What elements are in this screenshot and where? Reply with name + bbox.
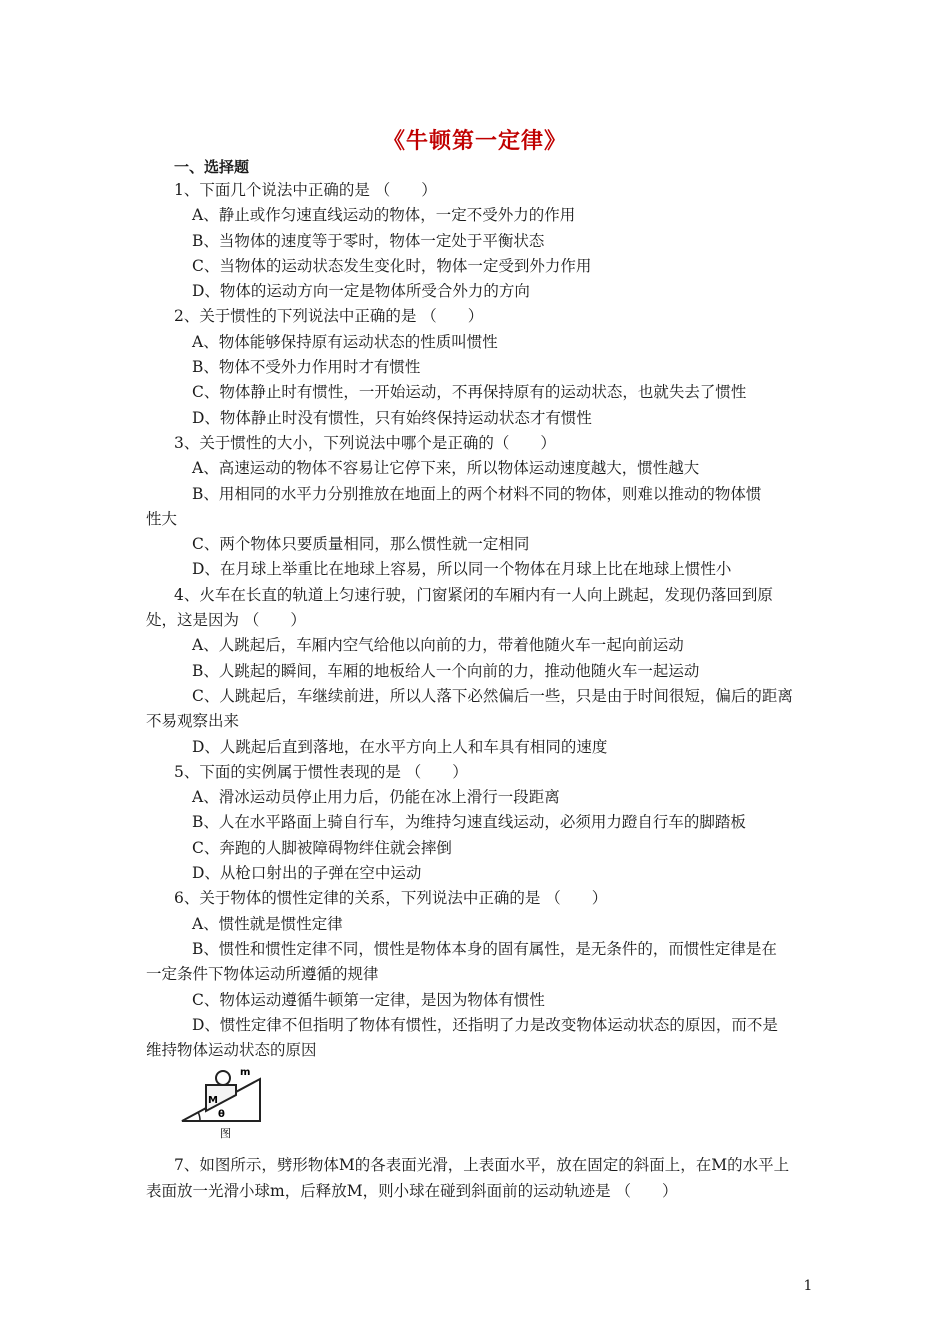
option: C、两个物体只要质量相同，那么惯性就一定相同 — [192, 535, 530, 554]
question-stem-continuation: 处，这是因为 （ ） — [146, 611, 306, 630]
label-m: m — [240, 1067, 251, 1079]
question-list — [146, 178, 806, 1204]
option-continuation: 维持物体运动状态的原因 — [146, 1041, 317, 1060]
option: D、人跳起后直到落地，在水平方向上人和车具有相同的速度 — [192, 737, 608, 756]
option: A、人跳起后，车厢内空气给他以向前的力，带着他随火车一起向前运动 — [192, 636, 684, 655]
page-title: 《牛顿第一定律》 — [382, 128, 567, 154]
option: B、人跳起的瞬间，车厢的地板给人一个向前的力，推动他随火车一起运动 — [192, 661, 700, 680]
incline-figure — [146, 1065, 806, 1145]
question-stem: 2、关于惯性的下列说法中正确的是 （ ） — [174, 307, 484, 326]
option: D、物体的运动方向一定是物体所受合外力的方向 — [192, 282, 530, 301]
option: A、静止或作匀速直线运动的物体，一定不受外力的作用 — [192, 206, 576, 225]
ball-m — [216, 1071, 230, 1085]
option: A、物体能够保持原有运动状态的性质叫惯性 — [192, 332, 498, 351]
question-stem: 4、火车在长直的轨道上匀速行驶，门窗紧闭的车厢内有一人向上跳起，发现仍落回到原 — [174, 585, 773, 604]
question-stem: 3、关于惯性的大小，下列说法中哪个是正确的（ ） — [174, 433, 556, 452]
question-stem: 7、如图所示，劈形物体M的各表面光滑，上表面水平，放在固定的斜面上，在M的水平上 — [174, 1156, 790, 1175]
option-continuation: 一定条件下物体运动所遵循的规律 — [146, 965, 379, 984]
question-stem: 1、下面几个说法中正确的是 （ ） — [174, 181, 437, 199]
option: A、惯性就是惯性定律 — [192, 914, 343, 933]
option: B、物体不受外力作用时才有惯性 — [192, 358, 421, 377]
label-M: M — [208, 1095, 218, 1107]
option: D、惯性定律不但指明了物体有惯性，还指明了力是改变物体运动状态的原因，而不是 — [192, 1015, 778, 1034]
option: D、从枪口射出的子弹在空中运动 — [192, 864, 422, 883]
page-number: 1 — [803, 1278, 813, 1294]
label-theta: θ — [218, 1109, 225, 1121]
option: B、当物体的速度等于零时，物体一定处于平衡状态 — [192, 231, 545, 250]
option: B、惯性和惯性定律不同，惯性是物体本身的固有属性，是无条件的，而惯性定律是在 — [192, 939, 777, 958]
wedge-on-incline-diagram — [178, 1065, 288, 1145]
option: A、滑冰运动员停止用力后，仍能在冰上滑行一段距离 — [192, 788, 560, 807]
option: B、用相同的水平力分别推放在地面上的两个材料不同的物体，则难以推动的物体惯 — [192, 484, 762, 503]
option: D、物体静止时没有惯性，只有始终保持运动状态才有惯性 — [192, 408, 592, 427]
option: B、人在水平路面上骑自行车，为维持匀速直线运动，必须用力蹬自行车的脚踏板 — [192, 813, 746, 832]
question-stem-continuation: 表面放一光滑小球m，后释放M，则小球在碰到斜面前的运动轨迹是 （ ） — [146, 1181, 678, 1200]
figure-caption: 图 — [220, 1127, 231, 1141]
option-continuation: 性大 — [146, 509, 178, 528]
option: D、在月球上举重比在地球上容易，所以同一个物体在月球上比在地球上惯性小 — [192, 560, 732, 579]
section-heading: 一、选择题 — [174, 158, 250, 176]
option: A、高速运动的物体不容易让它停下来，所以物体运动速度越大，惯性越大 — [192, 459, 700, 478]
question-stem: 6、关于物体的惯性定律的关系，下列说法中正确的是 （ ） — [174, 889, 608, 908]
option: C、奔跑的人脚被障碍物绊住就会摔倒 — [192, 838, 452, 857]
option: C、当物体的运动状态发生变化时，物体一定受到外力作用 — [192, 256, 592, 275]
angle-arc — [198, 1112, 200, 1121]
question-stem: 5、下面的实例属于惯性表现的是 （ ） — [174, 762, 468, 781]
option-continuation: 不易观察出来 — [146, 712, 240, 731]
option: C、人跳起后，车继续前进，所以人落下必然偏后一些，只是由于时间很短，偏后的距离 — [192, 686, 793, 705]
option: C、物体静止时有惯性，一开始运动，不再保持原有的运动状态，也就失去了惯性 — [192, 383, 747, 402]
option: C、物体运动遵循牛顿第一定律，是因为物体有惯性 — [192, 990, 545, 1009]
